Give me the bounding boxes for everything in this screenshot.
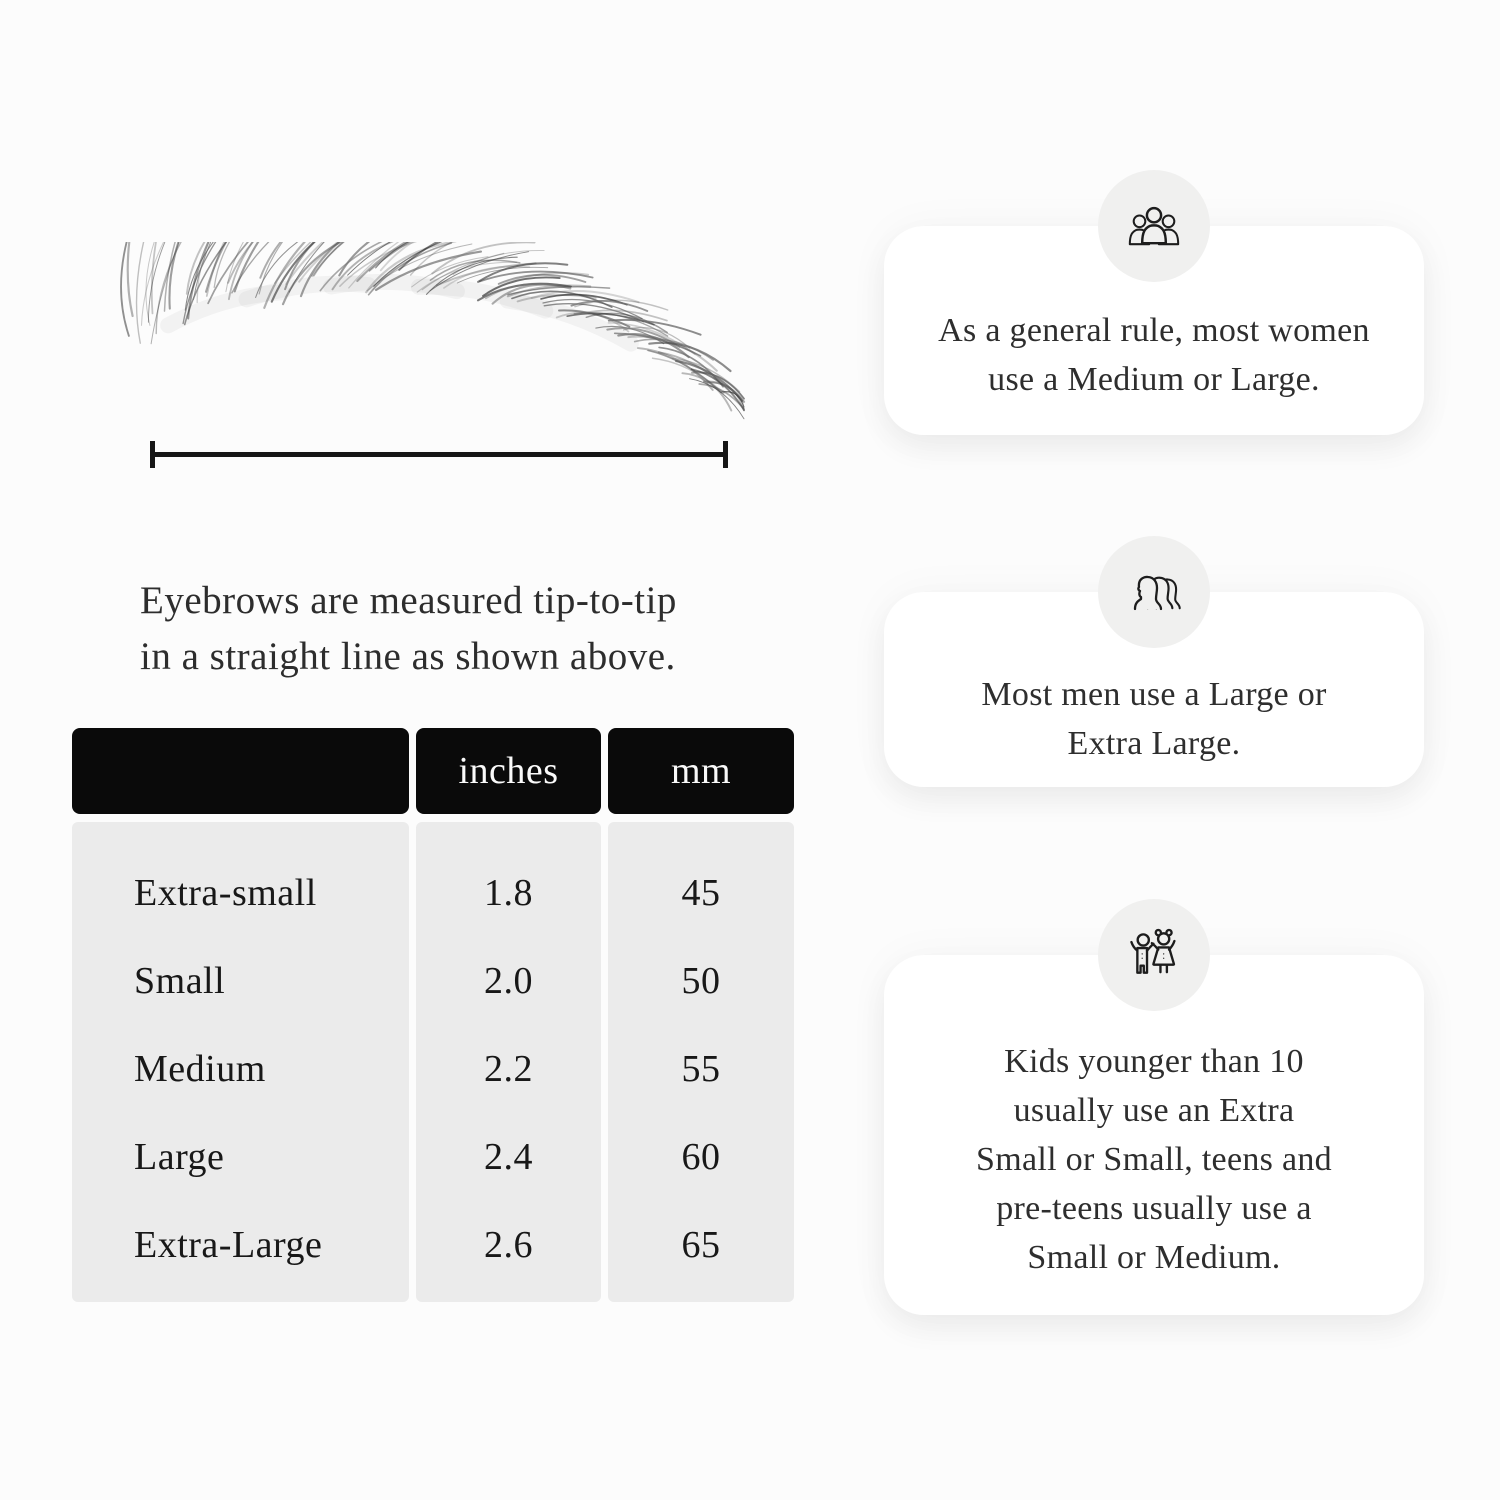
caption-line: Eyebrows are measured tip-to-tip — [140, 579, 677, 622]
kids-icon — [1125, 926, 1183, 984]
table-cell-mm: 65 — [681, 1224, 721, 1266]
card-kids — [884, 955, 1424, 1315]
table-cell-inches: 2.6 — [484, 1224, 533, 1266]
table-cell-mm: 60 — [681, 1136, 721, 1178]
measurement-line-right-tick — [723, 441, 728, 468]
size-label-column — [72, 822, 409, 1302]
size-table-body — [72, 822, 794, 1302]
men-group-icon — [1125, 563, 1183, 621]
table-cell-mm: 55 — [681, 1048, 721, 1090]
table-row-label: Large — [134, 1136, 225, 1178]
table-row-label: Medium — [134, 1048, 266, 1090]
measurement-caption — [140, 573, 800, 685]
women-group-icon — [1125, 197, 1183, 255]
table-row-label: Extra-Large — [134, 1224, 323, 1266]
table-cell-inches: 2.4 — [484, 1136, 533, 1178]
table-row-label: Extra-small — [134, 872, 317, 914]
card-text: Kids younger than 10 usually use an Extra Small or Small, teens and pre-teens usually use a Small or Medium. — [976, 1043, 1332, 1276]
size-table-header — [72, 728, 794, 814]
card-text: Most men use a Large or Extra Large. — [981, 676, 1327, 762]
card-women — [884, 226, 1424, 435]
caption-line: in a straight line as shown above. — [140, 635, 676, 678]
table-cell-mm: 45 — [681, 872, 721, 914]
table-cell-mm: 50 — [681, 960, 721, 1002]
table-cell-inches: 2.0 — [484, 960, 533, 1002]
header-cell-inches: inches — [416, 728, 601, 814]
header-cell-mm: mm — [608, 728, 794, 814]
card-men — [884, 592, 1424, 787]
card-text: As a general rule, most women use a Medium or Large. — [938, 312, 1370, 398]
icon-circle — [1098, 899, 1210, 1011]
table-cell-inches: 2.2 — [484, 1048, 533, 1090]
icon-circle — [1098, 170, 1210, 282]
table-row-label: Small — [134, 960, 226, 1002]
mm-column — [608, 822, 794, 1302]
size-table — [72, 728, 794, 1302]
measurement-line — [150, 452, 728, 457]
icon-circle — [1098, 536, 1210, 648]
table-cell-inches: 1.8 — [484, 872, 533, 914]
header-cell-size — [72, 728, 409, 814]
measurement-line-left-tick — [150, 441, 155, 468]
inches-column — [416, 822, 601, 1302]
eyebrow-illustration — [112, 242, 752, 422]
